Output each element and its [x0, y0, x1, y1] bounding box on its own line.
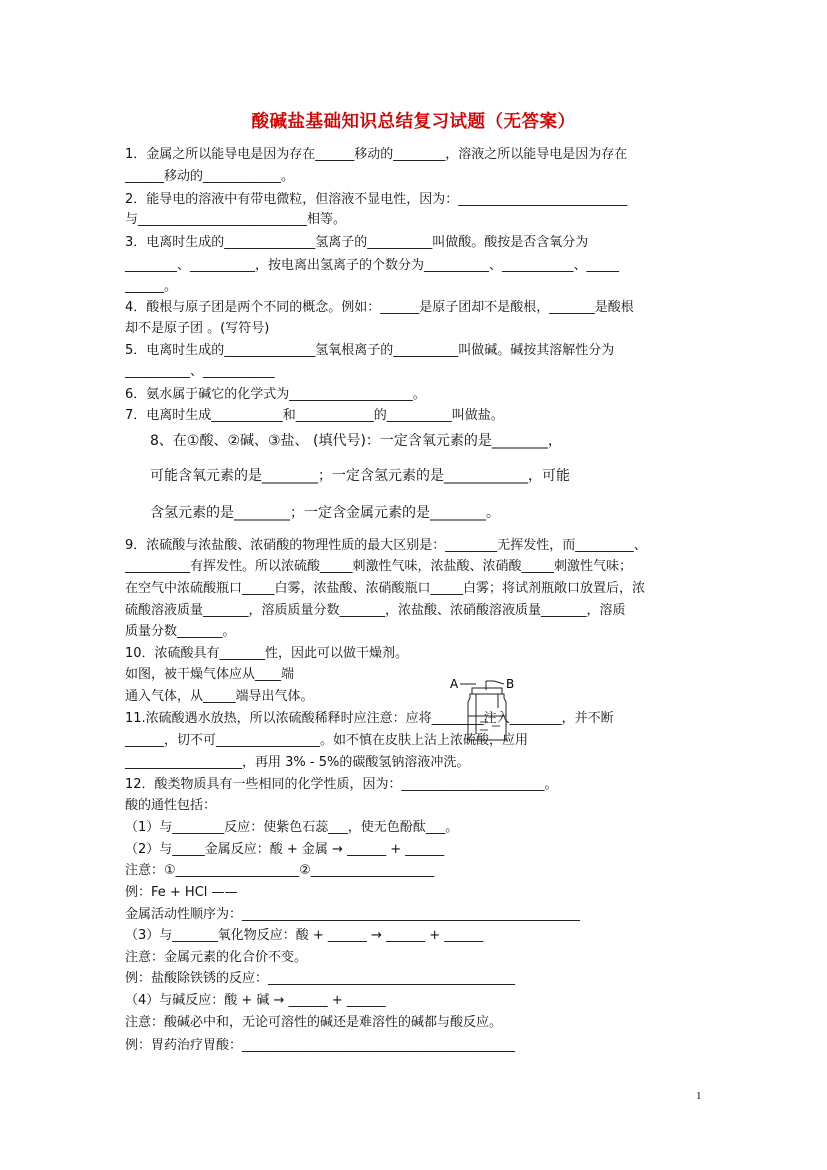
text-line: 5．电离时生成的______________氢氧根离子的__________叫做碱。碱按其溶解性分为 — [125, 343, 615, 358]
text-line: （3）与_______氧化物反应：酸 + ______ → ______ + ______ — [125, 928, 484, 943]
text-line: 质量分数_______。 — [125, 624, 236, 639]
text-line: 1．金属之所以能导电是因为存在______移动的________，溶液之所以能导电是因为存在 — [125, 147, 628, 162]
text-line: 9．浓硫酸与浓盐酸、浓硝酸的物理性质的最大区别是：________无挥发性，而_________、 — [125, 538, 647, 553]
text-line: 注意：金属元素的化合价不变。 — [125, 950, 308, 965]
text-line: 例：胃药治疗胃酸：__________________________________________ — [125, 1038, 516, 1053]
text-line: ______，切不可________________。如不慎在皮肤上沾上浓硫酸，应用 — [125, 733, 529, 748]
text-line: 12．酸类物质具有一些相同的化学性质，因为：______________________。 — [125, 777, 558, 792]
text-line: 酸的通性包括： — [125, 798, 217, 813]
text-line: __________、___________ — [125, 364, 275, 379]
text-line: ________、__________，按电离出氢离子的个数分为__________、___________、_____ — [125, 258, 620, 273]
text-line: （4）与碱反应：酸 + 碱 → ______ + ______ — [125, 993, 386, 1008]
text-line: 8、在①酸、②碱、③盐、 (填代号)：一定含氧元素的是________， — [150, 433, 562, 449]
text-line: __________________，再用 3% - 5%的碳酸氢钠溶液冲洗。 — [125, 755, 470, 770]
page-number: 1 — [696, 1090, 702, 1102]
text-line: __________有挥发性。所以浓硫酸_____刺激性气味，浓盐酸、浓硝酸_____刺激性气味； — [125, 559, 633, 574]
text-line: （1）与________反应：使紫色石蕊___，使无色酚酞___。 — [125, 820, 459, 835]
text-line: 7．电离时生成___________和____________的__________叫做盐。 — [125, 408, 504, 423]
text-line: 含氢元素的是________；一定含金属元素的是________。 — [150, 505, 500, 521]
text-line: 金属活动性顺序为：____________________________________________________ — [125, 907, 581, 922]
text-line: 注意：①___________________②___________________ — [125, 863, 435, 878]
text-line: （2）与_____金属反应：酸 + 金属 → ______ + ______ — [125, 842, 445, 857]
text-line: 例：Fe + HCl —— — [125, 885, 238, 900]
text-line: 11.浓硫酸遇水放热，所以浓硫酸稀释时应注意：应将________注入________，并不断 — [125, 711, 614, 726]
text-line: 2．能导电的溶液中有带电微粒，但溶液不显电性，因为：__________________________ — [125, 192, 628, 207]
text-line: 通入气体，从_____端导出气体。 — [125, 689, 314, 704]
text-line: 3．电离时生成的______________氢离子的__________叫做酸。酸按是否含氧分为 — [125, 235, 589, 250]
gas-washing-bottle-figure — [446, 674, 536, 744]
text-line: ______。 — [125, 279, 178, 294]
text-line: 与__________________________相等。 — [125, 212, 347, 227]
text-line: 硫酸溶液质量_______，溶质质量分数_______，浓盐酸、浓硝酸溶液质量_______，溶质 — [125, 603, 626, 618]
page-title: 酸碱盐基础知识总结复习试题（无答案） — [251, 112, 576, 132]
label-a: A — [450, 677, 459, 691]
text-line: 如图，被干燥气体应从____端 — [125, 667, 295, 682]
text-line: 4．酸根与原子团是两个不同的概念。例如：______是原子团却不是酸根，_______是酸根 — [125, 300, 634, 315]
text-line: 却不是原子团 。(写符号) — [125, 321, 270, 336]
text-line: 6．氨水属于碱它的化学式为___________________。 — [125, 387, 426, 402]
text-line: ______移动的____________。 — [125, 169, 295, 184]
text-line: 10．浓硫酸具有_______性，因此可以做干燥剂。 — [125, 646, 409, 661]
text-line: 在空气中浓硫酸瓶口_____白雾，浓盐酸、浓硝酸瓶口_____白雾；将试剂瓶敞口放置后，浓 — [125, 581, 646, 596]
text-line: 例：盐酸除铁锈的反应：______________________________________ — [125, 971, 516, 986]
label-b: B — [506, 677, 515, 691]
text-line: 注意：酸碱必中和，无论可溶性的碱还是难溶性的碱都与酸反应。 — [125, 1015, 503, 1030]
text-line: 可能含氧元素的是________；一定含氢元素的是____________，可能 — [150, 468, 570, 484]
